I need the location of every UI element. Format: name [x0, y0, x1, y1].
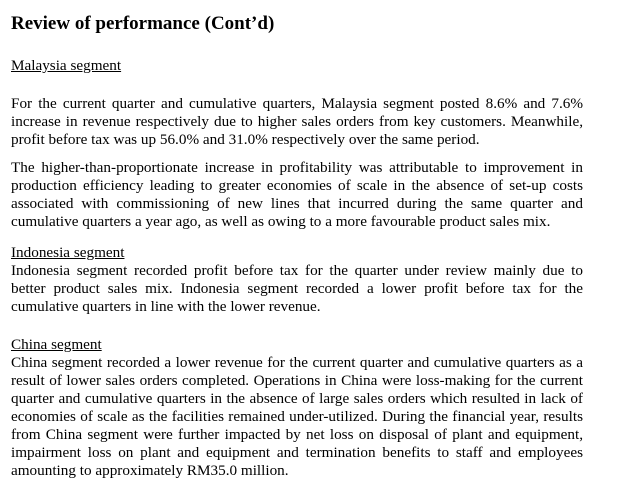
section-heading-indonesia: Indonesia segment: [11, 244, 125, 261]
paragraph-indonesia: Indonesia segment recorded profit before tax for the quarter under review mainly due to better product sales mix. Indonesia segment recorded a lower profit before tax for the cumulative quarters in line with the lower revenue.: [11, 262, 583, 315]
paragraph-malaysia-profitability: The higher-than-proportionate increase in profitability was attributable to improvement in production efficiency leading to greater economies of scale in the absence of set-up costs associated with commissioning of new lines that incurred during the same quarter and cumulative quarters a year ago, as well as owing to a more favourable product sales mix.: [11, 159, 583, 230]
paragraph-china: China segment recorded a lower revenue for the current quarter and cumulative quarters as a result of lower sales orders completed. Operations in China were loss-making for the current quarter and cumulative quarters in the absence of large sales orders which resulted in lack of economies of scale as the facilities remained under-utilized. During the financial year, results from China segment were further impacted by net loss on disposal of plant and equipment, impairment loss on plant and equipment and termination benefits to staff and employees amounting to approximately RM35.0 million.: [11, 354, 583, 479]
page-title: Review of performance (Cont’d): [11, 13, 275, 34]
section-heading-malaysia: Malaysia segment: [11, 57, 122, 74]
paragraph-malaysia-revenue: For the current quarter and cumulative quarters, Malaysia segment posted 8.6% and 7.6% increase in revenue respectively due to higher sales orders from key customers. Meanwhile, profit before tax was up 56.0% and 31.0% respectively over the same period.: [11, 95, 583, 148]
section-heading-china: China segment: [11, 336, 102, 353]
